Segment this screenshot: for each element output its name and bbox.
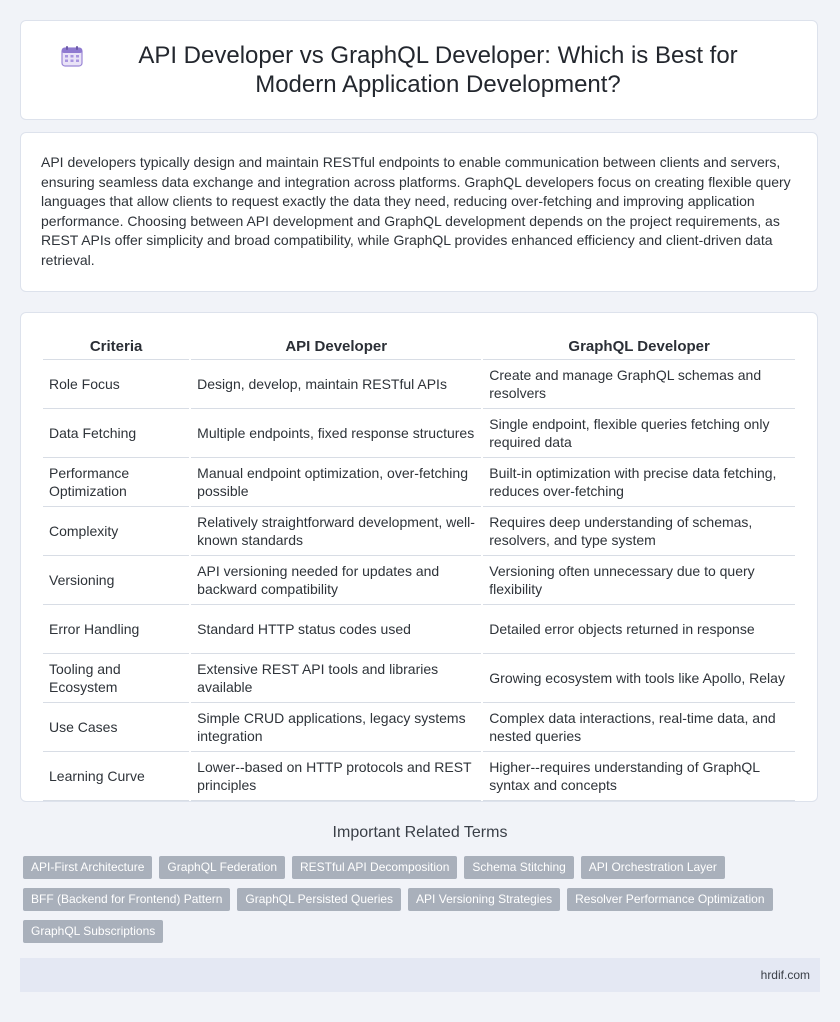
table-row xyxy=(43,507,795,556)
related-term-tag[interactable]: API Versioning Strategies xyxy=(408,888,560,911)
table-cell: Extensive REST API tools and libraries available xyxy=(191,654,481,703)
related-term-tag[interactable]: API-First Architecture xyxy=(23,856,152,879)
table-cell: Single endpoint, flexible queries fetching only required data xyxy=(483,409,795,458)
table-cell: Requires deep understanding of schemas, resolvers, and type system xyxy=(483,507,795,556)
related-term-tag[interactable]: GraphQL Federation xyxy=(159,856,285,879)
related-terms-list xyxy=(23,856,803,943)
table-cell: Built-in optimization with precise data fetching, reduces over-fetching xyxy=(483,458,795,507)
table-row xyxy=(43,654,795,703)
table-cell: Versioning often unnecessary due to query flexibility xyxy=(483,556,795,605)
table-cell: Role Focus xyxy=(43,360,189,409)
comparison-table xyxy=(41,333,797,801)
table-cell: Complex data interactions, real-time data, and nested queries xyxy=(483,703,795,752)
page-title: API Developer vs GraphQL Developer: Which is Best for Modern Application Development? xyxy=(138,42,738,98)
table-row xyxy=(43,605,795,654)
related-term-tag[interactable]: Resolver Performance Optimization xyxy=(567,888,772,911)
intro-paragraph: API developers typically design and maintain RESTful endpoints to enable communication between clients and servers, ensuring seamless data exchange and integration across platforms. GraphQL developers focus on creating flexible query languages that allow clients to request exactly the data they need, reducing over-fetching and improving application performance. Choosing between API development and GraphQL development depends on the project requirements, as REST APIs offer simplicity and broad compatibility, while GraphQL provides enhanced efficiency and client-driven data retrieval. xyxy=(41,154,791,268)
table-cell: Create and manage GraphQL schemas and resolvers xyxy=(483,360,795,409)
column-header: API Developer xyxy=(191,333,481,360)
table-cell: Higher--requires understanding of GraphQL syntax and concepts xyxy=(483,752,795,801)
table-cell: Lower--based on HTTP protocols and REST principles xyxy=(191,752,481,801)
related-term-tag[interactable]: BFF (Backend for Frontend) Pattern xyxy=(23,888,230,911)
comparison-section xyxy=(20,312,818,802)
table-cell: API versioning needed for updates and backward compatibility xyxy=(191,556,481,605)
related-term-tag[interactable]: GraphQL Persisted Queries xyxy=(237,888,401,911)
table-cell: Simple CRUD applications, legacy systems integration xyxy=(191,703,481,752)
column-header: GraphQL Developer xyxy=(483,333,795,360)
table-cell: Data Fetching xyxy=(43,409,189,458)
page-header xyxy=(20,20,818,120)
table-cell: Tooling and Ecosystem xyxy=(43,654,189,703)
table-cell: Relatively straightforward development, well-known standards xyxy=(191,507,481,556)
table-cell: Complexity xyxy=(43,507,189,556)
table-row xyxy=(43,703,795,752)
column-header: Criteria xyxy=(43,333,189,360)
related-term-tag[interactable]: GraphQL Subscriptions xyxy=(23,920,163,943)
table-cell: Detailed error objects returned in response xyxy=(483,605,795,654)
table-row xyxy=(43,752,795,801)
related-term-tag[interactable]: RESTful API Decomposition xyxy=(292,856,457,879)
calendar-icon xyxy=(60,44,84,68)
table-cell: Growing ecosystem with tools like Apollo, Relay xyxy=(483,654,795,703)
table-cell: Multiple endpoints, fixed response structures xyxy=(191,409,481,458)
footer-site[interactable]: hrdif.com xyxy=(760,968,810,982)
table-row xyxy=(43,556,795,605)
table-cell: Error Handling xyxy=(43,605,189,654)
table-cell: Learning Curve xyxy=(43,752,189,801)
table-row xyxy=(43,409,795,458)
related-term-tag[interactable]: Schema Stitching xyxy=(464,856,573,879)
table-cell: Standard HTTP status codes used xyxy=(191,605,481,654)
table-cell: Manual endpoint optimization, over-fetching possible xyxy=(191,458,481,507)
related-term-tag[interactable]: API Orchestration Layer xyxy=(581,856,725,879)
table-row xyxy=(43,458,795,507)
table-cell: Design, develop, maintain RESTful APIs xyxy=(191,360,481,409)
table-cell: Performance Optimization xyxy=(43,458,189,507)
intro-section xyxy=(20,132,818,292)
table-row xyxy=(43,360,795,409)
footer xyxy=(20,958,820,992)
table-header-row xyxy=(43,333,795,360)
related-terms-title: Important Related Terms xyxy=(332,824,508,841)
table-cell: Versioning xyxy=(43,556,189,605)
table-cell: Use Cases xyxy=(43,703,189,752)
